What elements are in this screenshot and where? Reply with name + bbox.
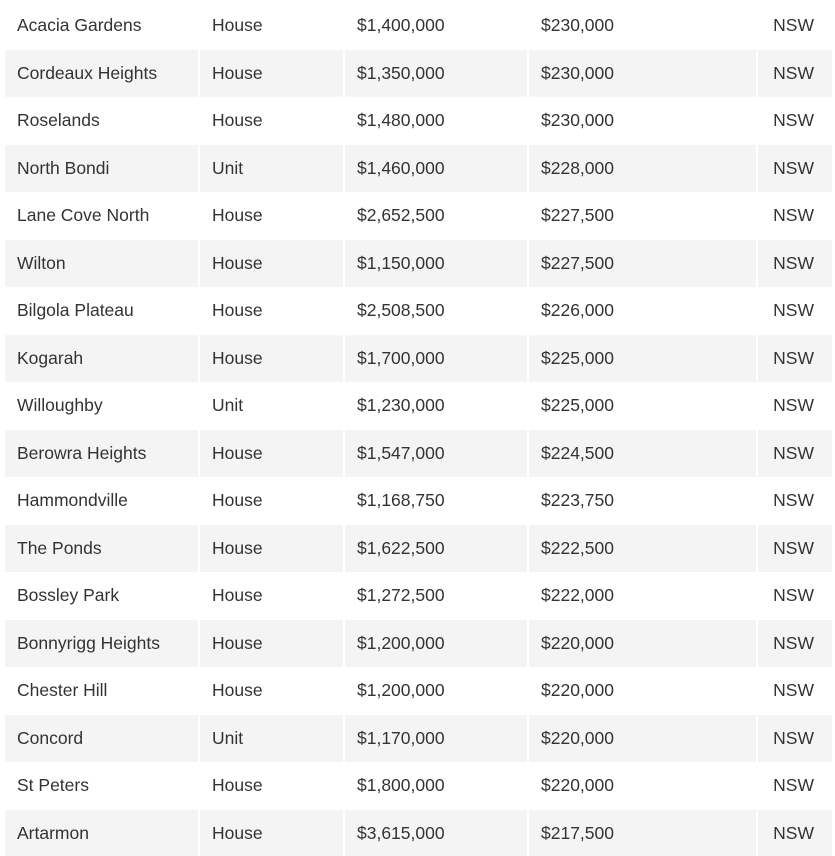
property-type-cell: House	[200, 477, 343, 525]
state-cell: NSW	[758, 382, 832, 430]
median-price-cell: $1,480,000	[345, 97, 527, 145]
price-change-cell: $223,750	[529, 477, 756, 525]
property-type-cell: House	[200, 335, 343, 383]
suburb-cell: Berowra Heights	[5, 430, 198, 478]
price-change-cell: $222,500	[529, 525, 756, 573]
suburb-cell: Acacia Gardens	[5, 2, 198, 50]
property-type-cell: House	[200, 525, 343, 573]
price-change-cell: $230,000	[529, 50, 756, 98]
table-row	[5, 50, 832, 98]
suburb-cell: Cordeaux Heights	[5, 50, 198, 98]
suburb-cell: Bonnyrigg Heights	[5, 620, 198, 668]
property-type-cell: House	[200, 50, 343, 98]
state-cell: NSW	[758, 97, 832, 145]
price-change-cell: $227,500	[529, 192, 756, 240]
state-cell: NSW	[758, 762, 832, 810]
suburb-cell: Hammondville	[5, 477, 198, 525]
property-type-cell: House	[200, 572, 343, 620]
property-type-cell: House	[200, 97, 343, 145]
price-change-cell: $225,000	[529, 335, 756, 383]
suburb-cell: Lane Cove North	[5, 192, 198, 240]
suburb-cell: Bossley Park	[5, 572, 198, 620]
price-change-cell: $220,000	[529, 762, 756, 810]
price-change-cell: $230,000	[529, 97, 756, 145]
suburb-price-table	[3, 2, 834, 856]
table-row	[5, 667, 832, 715]
state-cell: NSW	[758, 240, 832, 288]
table-row	[5, 620, 832, 668]
suburb-cell: Chester Hill	[5, 667, 198, 715]
price-change-cell: $228,000	[529, 145, 756, 193]
state-cell: NSW	[758, 477, 832, 525]
price-change-cell: $217,500	[529, 810, 756, 856]
median-price-cell: $1,168,750	[345, 477, 527, 525]
state-cell: NSW	[758, 525, 832, 573]
table-row	[5, 2, 832, 50]
suburb-cell: North Bondi	[5, 145, 198, 193]
price-change-cell: $227,500	[529, 240, 756, 288]
table-row	[5, 762, 832, 810]
suburb-cell: The Ponds	[5, 525, 198, 573]
state-cell: NSW	[758, 810, 832, 856]
state-cell: NSW	[758, 620, 832, 668]
state-cell: NSW	[758, 715, 832, 763]
price-change-cell: $230,000	[529, 2, 756, 50]
property-type-cell: Unit	[200, 715, 343, 763]
median-price-cell: $1,200,000	[345, 620, 527, 668]
median-price-cell: $1,547,000	[345, 430, 527, 478]
median-price-cell: $1,150,000	[345, 240, 527, 288]
median-price-cell: $1,200,000	[345, 667, 527, 715]
table-row	[5, 477, 832, 525]
median-price-cell: $1,350,000	[345, 50, 527, 98]
median-price-cell: $2,652,500	[345, 192, 527, 240]
median-price-cell: $1,700,000	[345, 335, 527, 383]
price-change-cell: $220,000	[529, 667, 756, 715]
table-row	[5, 97, 832, 145]
state-cell: NSW	[758, 335, 832, 383]
price-change-cell: $220,000	[529, 620, 756, 668]
state-cell: NSW	[758, 192, 832, 240]
suburb-cell: St Peters	[5, 762, 198, 810]
price-change-cell: $226,000	[529, 287, 756, 335]
suburb-cell: Roselands	[5, 97, 198, 145]
median-price-cell: $1,400,000	[345, 2, 527, 50]
median-price-cell: $1,272,500	[345, 572, 527, 620]
median-price-cell: $1,622,500	[345, 525, 527, 573]
table-row	[5, 572, 832, 620]
property-type-cell: House	[200, 192, 343, 240]
price-change-cell: $220,000	[529, 715, 756, 763]
median-price-cell: $1,230,000	[345, 382, 527, 430]
table-row	[5, 240, 832, 288]
state-cell: NSW	[758, 50, 832, 98]
table-row	[5, 382, 832, 430]
price-change-cell: $224,500	[529, 430, 756, 478]
table-row	[5, 335, 832, 383]
property-type-cell: House	[200, 667, 343, 715]
median-price-cell: $1,170,000	[345, 715, 527, 763]
suburb-cell: Bilgola Plateau	[5, 287, 198, 335]
property-type-cell: House	[200, 2, 343, 50]
property-type-cell: House	[200, 762, 343, 810]
property-type-cell: House	[200, 430, 343, 478]
suburb-cell: Artarmon	[5, 810, 198, 856]
table-row	[5, 287, 832, 335]
property-type-cell: Unit	[200, 145, 343, 193]
price-change-cell: $222,000	[529, 572, 756, 620]
state-cell: NSW	[758, 145, 832, 193]
table-row	[5, 715, 832, 763]
table-row	[5, 525, 832, 573]
price-change-cell: $225,000	[529, 382, 756, 430]
median-price-cell: $3,615,000	[345, 810, 527, 856]
median-price-cell: $1,460,000	[345, 145, 527, 193]
property-type-cell: House	[200, 810, 343, 856]
state-cell: NSW	[758, 287, 832, 335]
property-type-cell: House	[200, 620, 343, 668]
table-row	[5, 430, 832, 478]
table-body	[5, 2, 832, 856]
state-cell: NSW	[758, 572, 832, 620]
median-price-cell: $2,508,500	[345, 287, 527, 335]
state-cell: NSW	[758, 430, 832, 478]
median-price-cell: $1,800,000	[345, 762, 527, 810]
state-cell: NSW	[758, 2, 832, 50]
table-row	[5, 192, 832, 240]
suburb-cell: Wilton	[5, 240, 198, 288]
table-row	[5, 810, 832, 856]
suburb-cell: Concord	[5, 715, 198, 763]
table-row	[5, 145, 832, 193]
suburb-cell: Willoughby	[5, 382, 198, 430]
suburb-cell: Kogarah	[5, 335, 198, 383]
state-cell: NSW	[758, 667, 832, 715]
property-type-cell: House	[200, 287, 343, 335]
property-type-cell: Unit	[200, 382, 343, 430]
property-type-cell: House	[200, 240, 343, 288]
